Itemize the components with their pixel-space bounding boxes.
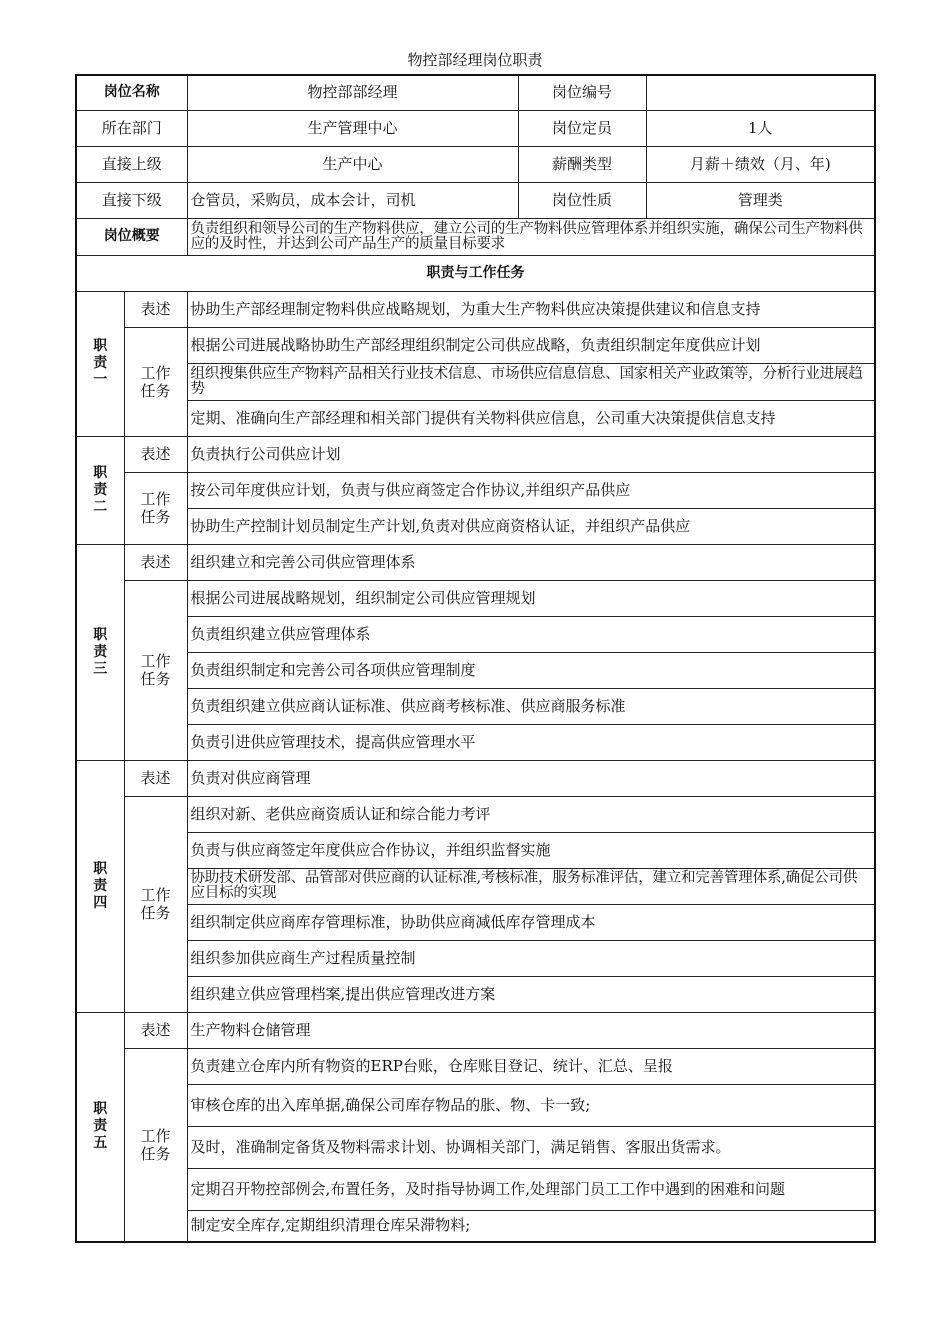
label-position-nature: 岗位性质 <box>518 182 646 218</box>
task-item: 组织制定供应商库存管理标准，协助供应商减低库存管理成本 <box>187 904 875 940</box>
tasks-label <box>124 472 187 544</box>
task-row <box>76 1084 875 1126</box>
value-position-name: 物控部部经理 <box>187 75 518 110</box>
label-headcount: 岗位定员 <box>518 110 646 146</box>
task-item: 组织搜集供应生产物料产品相关行业技术信息、市场供应信息信息、国家相关产业政策等，分析行业进展趋势 <box>187 363 875 400</box>
task-row <box>76 508 875 544</box>
task-item: 协助技术研发部、品管部对供应商的认证标准,考核标准，服务标准评估，建立和完善管理体系,确促公司供应目标的实现 <box>187 868 875 904</box>
tasks-label-text: 工作任务 <box>140 1126 171 1163</box>
task-item: 协助生产控制计划员制定生产计划,负责对供应商资格认证，并组织产品供应 <box>187 508 875 544</box>
task-item: 定期、准确向生产部经理和相关部门提供有关物料供应信息，公司重大决策提供信息支持 <box>187 400 875 436</box>
label-direct-subordinate: 直接下级 <box>76 182 187 218</box>
duty-statement-row <box>76 1012 875 1048</box>
label-direct-superior: 直接上级 <box>76 146 187 182</box>
task-row <box>76 363 875 400</box>
statement-label: 表述 <box>124 436 187 472</box>
task-row <box>76 616 875 652</box>
value-position-number <box>646 75 875 110</box>
duty-name <box>76 760 124 1012</box>
tasks-label-text: 工作任务 <box>140 490 171 526</box>
duty-statement: 协助生产部经理制定物料供应战略规划，为重大生产物料供应决策提供建议和信息支持 <box>187 291 875 327</box>
task-item: 组织建立供应管理档案,提出供应管理改进方案 <box>187 976 875 1012</box>
duty-statement: 生产物料仓储管理 <box>187 1012 875 1048</box>
duty-name <box>76 544 124 760</box>
duty-name <box>76 1012 124 1242</box>
task-row <box>76 688 875 724</box>
duty-statement-row <box>76 436 875 472</box>
duty-statement-row <box>76 291 875 327</box>
tasks-label-text: 工作任务 <box>140 886 171 922</box>
tasks-label <box>124 796 187 1012</box>
label-position-name: 岗位名称 <box>76 75 187 110</box>
task-item: 负责组织建立供应商认证标准、供应商考核标准、供应商服务标准 <box>187 688 875 724</box>
label-position-summary: 岗位概要 <box>76 218 187 255</box>
tasks-label <box>124 327 187 436</box>
duty-statement: 负责执行公司供应计划 <box>187 436 875 472</box>
task-item: 负责引进供应管理技术，提高供应管理水平 <box>187 724 875 760</box>
duty-statement: 负责对供应商管理 <box>187 760 875 796</box>
task-row <box>76 976 875 1012</box>
label-department: 所在部门 <box>76 110 187 146</box>
task-row <box>76 1048 875 1084</box>
value-direct-subordinate: 仓管员，采购员，成本会计，司机 <box>187 182 518 218</box>
tasks-label <box>124 1048 187 1242</box>
duty-name-label: 职责四 <box>93 860 108 911</box>
value-department: 生产管理中心 <box>187 110 518 146</box>
task-row <box>76 1168 875 1210</box>
task-row <box>76 1126 875 1168</box>
statement-label: 表述 <box>124 760 187 796</box>
task-row <box>76 327 875 363</box>
task-row <box>76 400 875 436</box>
label-position-number: 岗位编号 <box>518 75 646 110</box>
task-row <box>76 868 875 904</box>
statement-label: 表述 <box>124 1012 187 1048</box>
task-row <box>76 940 875 976</box>
task-item: 审核仓库的出入库单据,确保公司库存物品的胀、物、卡一致; <box>187 1084 875 1126</box>
task-row <box>76 904 875 940</box>
task-item: 制定安全库存,定期组织清理仓库呆滞物料; <box>187 1210 875 1242</box>
task-row <box>76 796 875 832</box>
task-item: 组织对新、老供应商资质认证和综合能力考评 <box>187 796 875 832</box>
task-item: 负责组织建立供应管理体系 <box>187 616 875 652</box>
duty-statement-row <box>76 544 875 580</box>
job-description-table <box>75 74 876 1243</box>
duty-statement: 组织建立和完善公司供应管理体系 <box>187 544 875 580</box>
duty-statement-row <box>76 760 875 796</box>
duty-name-label: 职责一 <box>93 338 108 388</box>
duty-name-label: 职责二 <box>93 464 108 515</box>
task-item: 按公司年度供应计划，负责与供应商签定合作协议,并组织产品供应 <box>187 472 875 508</box>
duty-name-label: 职责三 <box>93 626 108 677</box>
task-item: 定期召开物控部例会,布置任务，及时指导协调工作,处理部门员工工作中遇到的困难和问题 <box>187 1168 875 1210</box>
task-item: 及时，准确制定备货及物料需求计划、协调相关部门，满足销售、客服出货需求。 <box>187 1126 875 1168</box>
value-headcount: 1人 <box>646 110 875 146</box>
value-position-nature: 管理类 <box>646 182 875 218</box>
value-salary-type: 月薪＋绩效（月、年) <box>646 146 875 182</box>
tasks-label-text: 工作任务 <box>140 652 171 688</box>
duty-name <box>76 291 124 436</box>
task-row <box>76 580 875 616</box>
task-row <box>76 832 875 868</box>
task-item: 组织参加供应商生产过程质量控制 <box>187 940 875 976</box>
section-title: 职责与工作任务 <box>76 255 875 291</box>
duties-section <box>76 291 875 1242</box>
task-item: 负责与供应商签定年度供应合作协议，并组织监督实施 <box>187 832 875 868</box>
duty-name-label: 职责五 <box>93 1101 108 1152</box>
tasks-label <box>124 580 187 760</box>
task-item: 负责组织制定和完善公司各项供应管理制度 <box>187 652 875 688</box>
statement-label: 表述 <box>124 291 187 327</box>
task-row <box>76 472 875 508</box>
task-item: 根据公司进展战略协助生产部经理组织制定公司供应战略，负责组织制定年度供应计划 <box>187 327 875 363</box>
tasks-label-text: 工作任务 <box>140 363 171 400</box>
statement-label: 表述 <box>124 544 187 580</box>
duty-name <box>76 436 124 544</box>
task-row <box>76 1210 875 1242</box>
task-item: 负责建立仓库内所有物资的ERP台账，仓库账目登记、统计、汇总、呈报 <box>187 1048 875 1084</box>
label-salary-type: 薪酬类型 <box>518 146 646 182</box>
value-position-summary: 负责组织和领导公司的生产物料供应，建立公司的生产物料供应管理体系并组织实施，确保公司生产物料供应的及时性，并达到公司产品生产的质量目标要求 <box>187 218 875 255</box>
document-title: 物控部经理岗位职责 <box>407 51 543 69</box>
value-direct-superior: 生产中心 <box>187 146 518 182</box>
task-item: 根据公司进展战略规划，组织制定公司供应管理规划 <box>187 580 875 616</box>
task-row <box>76 724 875 760</box>
task-row <box>76 652 875 688</box>
